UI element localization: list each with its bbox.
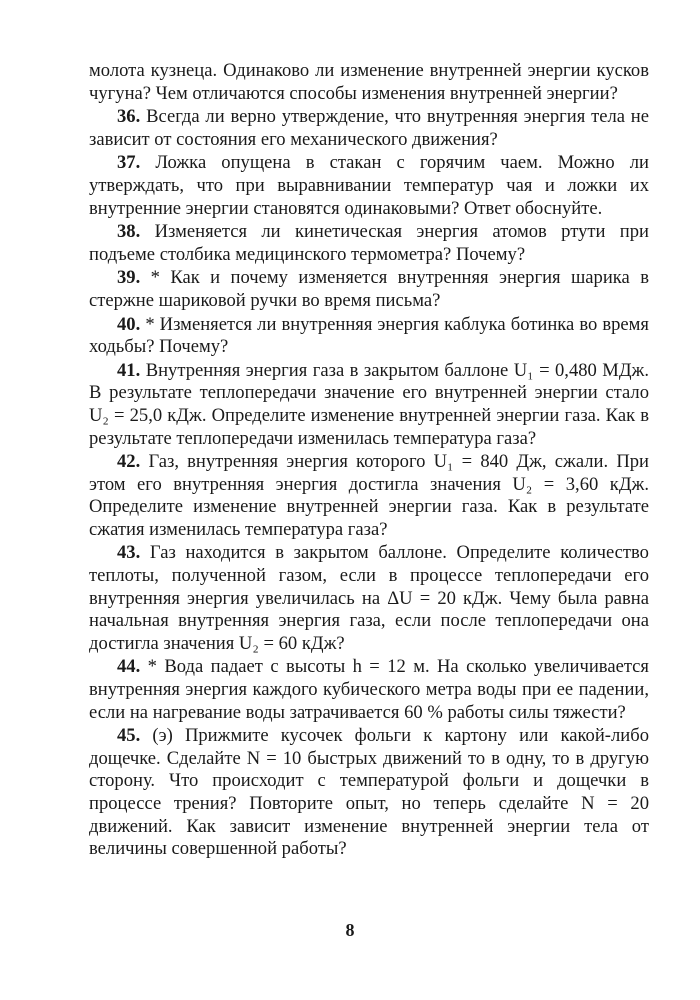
problem-text: Всегда ли верно утверждение, что внутренняя энергия тела не зависит от состояния его механического движения? bbox=[89, 106, 649, 150]
problem-37 bbox=[89, 152, 649, 220]
problem-text: * Как и почему изменяется внутренняя энергия шарика в стержне шариковой ручки во время письма? bbox=[89, 267, 649, 311]
problem-text: Газ находится в закрытом баллоне. Определите количество теплоты, полученной газом, если в процессе теплопередачи его внутренняя энергия увеличилась на ΔU = 20 кДж. Чему была равна начальная внутренняя энергия газа, если после теплопередачи она достигла значения U₂ = 60 кДж? bbox=[89, 542, 649, 654]
problem-number: 38. bbox=[117, 221, 141, 243]
problem-40 bbox=[89, 314, 649, 359]
problem-text: (э) Прижмите кусочек фольги к картону или какой-либо дощечке. Сделайте N = 10 быстрых движений то в одну, то в другую сторону. Что происходит с температурой фольги и дощечки в процессе трения? Повторите опыт, но теперь сделайте N = 20 движений. Как зависит изменение внутренней энергии тела от величины совершенной работы? bbox=[89, 725, 649, 860]
problem-text: * Изменяется ли внутренняя энергия каблука ботинка во время ходьбы? Почему? bbox=[89, 313, 649, 358]
problem-44 bbox=[89, 656, 649, 724]
problem-number: 37. bbox=[117, 152, 141, 174]
problem-text: * Вода падает с высоты h = 12 м. На сколько увеличивается внутренняя энергия каждого кубического метра воды при ее падении, если на нагревание воды затрачивается 60 % работы силы тяжести? bbox=[89, 656, 649, 723]
problem-text: Газ, внутренняя энергия которого U₁ = 840 Дж, сжали. При этом его внутренняя энергия достигла значения U₂ = 3,60 кДж. Определите изменение внутренней энергии газа. Как в результате сжатия изменилась температура газа? bbox=[89, 451, 649, 540]
problem-number: 43. bbox=[117, 542, 141, 564]
page-body bbox=[89, 60, 649, 861]
problem-text: Ложка опущена в стакан с горячим чаем. Можно ли утверждать, что при выравнивании температур чая и ложки их внутренние энергии становятся одинаковыми? Ответ обоснуйте. bbox=[89, 152, 650, 219]
problem-number: 42. bbox=[117, 451, 141, 473]
problem-38 bbox=[89, 221, 649, 266]
problem-number: 44. bbox=[117, 656, 141, 678]
problem-43 bbox=[89, 542, 649, 655]
problem-number: 40. bbox=[117, 313, 141, 335]
problem-number: 39. bbox=[117, 267, 141, 289]
problem-number: 45. bbox=[117, 725, 141, 747]
problem-number: 36. bbox=[117, 106, 141, 128]
problem-42 bbox=[89, 451, 649, 541]
problem-45 bbox=[89, 725, 649, 861]
problem-41 bbox=[89, 360, 649, 450]
page-number: 8 bbox=[345, 920, 355, 940]
problem-39 bbox=[89, 267, 649, 312]
problem-number: 41. bbox=[117, 359, 141, 381]
continuation-text: молота кузнеца. Одинаково ли изменение внутренней энергии кусков чугуна? Чем отличаются способы изменения внутренней энергии? bbox=[89, 60, 649, 104]
problem-text: Изменяется ли кинетическая энергия атомов ртути при подъеме столбика медицинского термометра? Почему? bbox=[89, 221, 649, 265]
problem-36 bbox=[89, 106, 649, 151]
problem-text: Внутренняя энергия газа в закрытом баллоне U₁ = 0,480 МДж. В результате теплопередачи значение его внутренней энергии стало U₂ = 25,0 кДж. Определите изменение внутренней энергии газа. Как в результате теплопередачи изменилась температура газа? bbox=[89, 359, 649, 449]
